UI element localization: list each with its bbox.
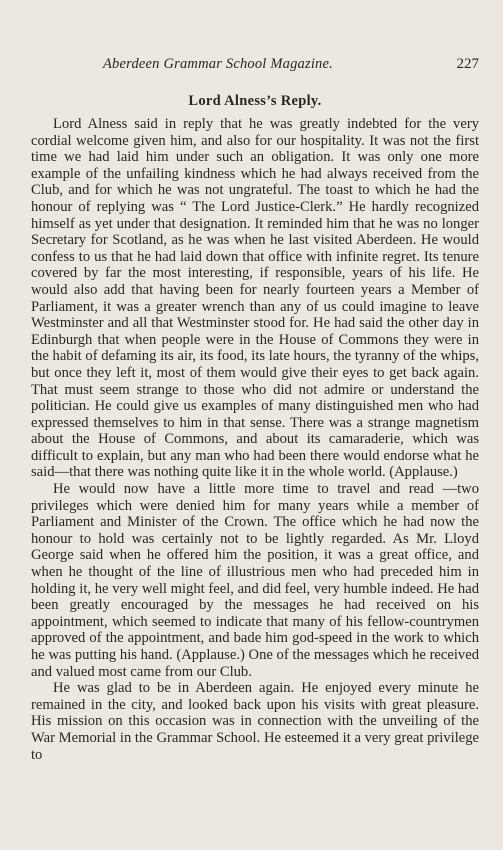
- paragraph: Lord Alness said in reply that he was greatly indebted for the very cordial welcome given him, and also for our hospitality. It was not the first time we had laid him under such an obligation. It was only one more example of the unfailing kindness which he had always received from the Club, and for which he was not ungrateful. The toast to which he had the honour of replying was “ The Lord Justice-Clerk.” He hardly recognized himself as yet under that designation. It reminded him that he was no longer Secretary for Scotland, as he was when he last visited Aberdeen. He would confess to us that he had laid down that office with infinite regret. Its tenure covered by far the most interesting, if responsible, years of his life. He would also add that having been for nearly fourteen years a Member of Parliament, it was a greater wrench than any of us could imagine to leave Westminster and all that Westminster stood for. He had said the other day in Edinburgh that when people were in the House of Commons they were in the habit of defaming its air, its food, its late hours, the tyranny of the whips, but once they left it, most of them would give their eyes to get back again. That must seem strange to those who did not admire or understand the politician. He could give us examples of many distinguished men who had expressed themselves to him in that sense. There was a strange magnetism about the House of Commons, and about its camaraderie, which was difficult to explain, but any man who had been there would endorse what he said—that there was nothing quite like it in the whole world. (Applause.): [31, 116, 479, 481]
- page-number: 227: [456, 56, 479, 72]
- page-header: [31, 56, 479, 73]
- article-body: [31, 116, 479, 763]
- paragraph: He would now have a little more time to travel and read —two privileges which were denied him for many years while a member of Parliament and Minister of the Crown. The office which he had now the honour to hold was certainly not to be lightly regarded. As Mr. Lloyd George said when he offered him the position, it was a great office, and when he thought of the line of illustrious men who had preceded him in holding it, he very well might feel, and did feel, very humble indeed. He had been greatly encouraged by the messages he had received on his appointment, which seemed to indicate that many of his fellow-countrymen approved of the appointment, and bade him god-speed in the work to which he was putting his hand. (Applause.) One of the messages which he received and valued most came from our Club.: [31, 481, 479, 680]
- running-title: Aberdeen Grammar School Magazine.: [103, 56, 333, 72]
- paragraph: He was glad to be in Aberdeen again. He enjoyed every minute he remained in the city, and looked back upon his visits with great pleasure. His mission on this occasion was in connection with the unveiling of the War Memorial in the Grammar School. He esteemed it a very great privilege to: [31, 680, 479, 763]
- article-heading: Lord Alness’s Reply.: [188, 93, 322, 109]
